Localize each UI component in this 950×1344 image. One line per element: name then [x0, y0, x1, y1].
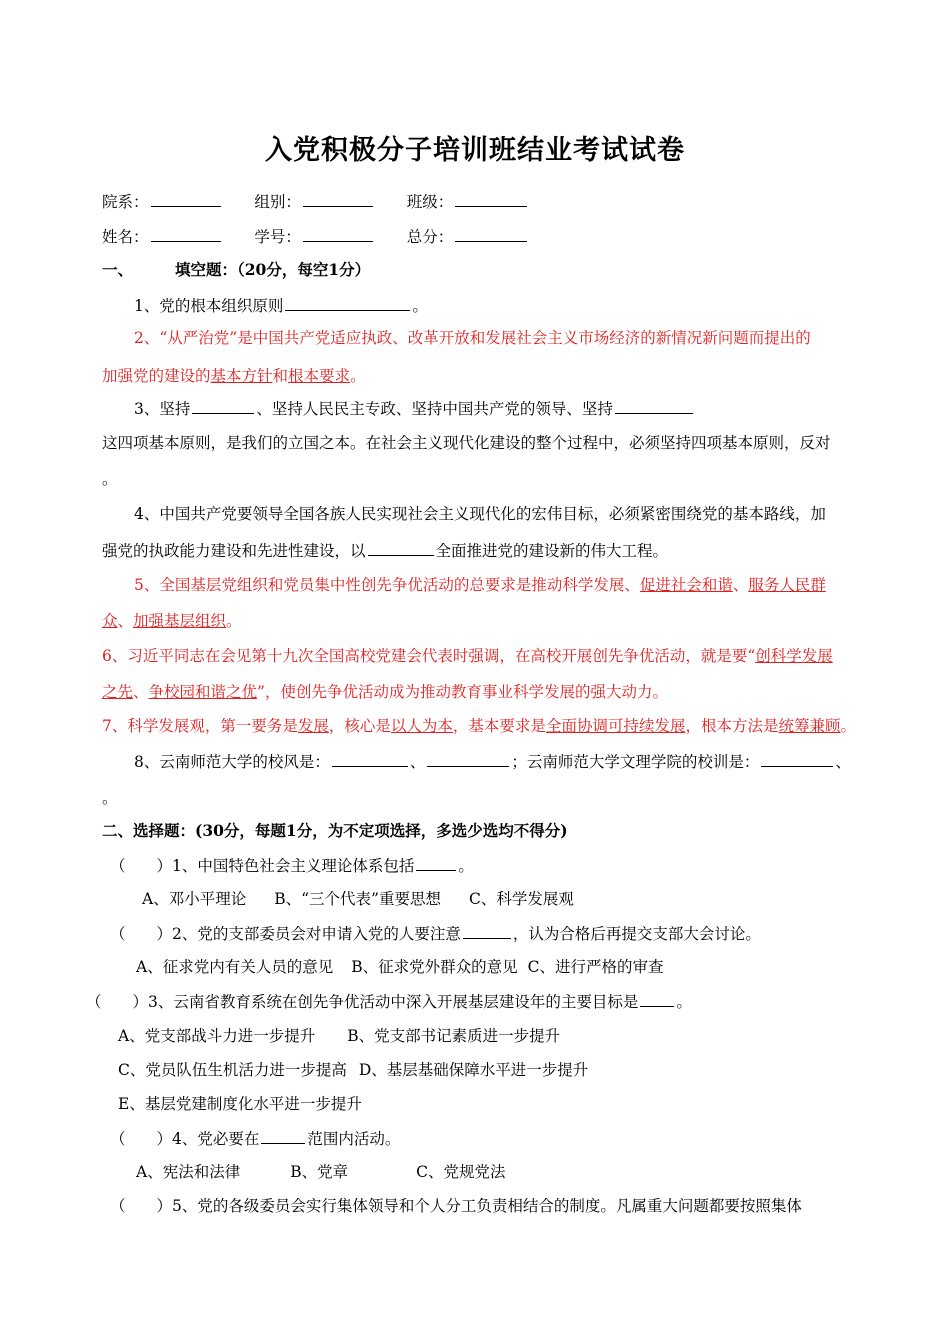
info-row-2	[102, 225, 529, 248]
q6-sep: 、	[133, 683, 149, 701]
q6-answer-1a: 创科学发展	[755, 647, 833, 665]
fill-question-8-line1	[134, 750, 851, 773]
fill-question-6-line2	[102, 681, 668, 703]
q1-answer-paren[interactable]: （ ）	[110, 857, 173, 875]
choice-q1-option-c: C、科学发展观	[468, 890, 574, 908]
fill-question-7	[102, 715, 856, 737]
q6-suffix: ”，使创先争优活动成为推动教育事业科学发展的强大动力。	[257, 683, 668, 701]
q7-text-b: ，核心是	[328, 717, 391, 735]
choice-q2-end: ，认为合格后再提交支部大会讨论。	[512, 925, 761, 943]
fill-question-4-line2	[102, 539, 668, 562]
q4-blank[interactable]	[368, 539, 434, 556]
fill-question-5-line2	[102, 610, 242, 632]
q1-end: 。	[412, 297, 428, 315]
choice-q2-options	[136, 956, 663, 978]
q8-blank-2[interactable]	[427, 750, 509, 767]
choice-q1-option-b: B、“三个代表”重要思想	[274, 890, 441, 908]
info-label-name: 姓名：	[102, 228, 149, 246]
choice-q4-option-b: B、党章	[290, 1163, 349, 1181]
q7-text-a: 7、科学发展观，第一要务是	[102, 717, 298, 735]
q3-text-a: 3、坚持	[134, 400, 191, 418]
choice-q3-option-b: B、党支部书记素质进一步提升	[347, 1027, 561, 1045]
info-label-group: 组别：	[254, 193, 301, 211]
section1-number: 一、	[102, 260, 134, 279]
q2-answer-1: 基本方针	[210, 367, 273, 385]
q6-answer-2: 争校园和谐之优	[148, 683, 258, 701]
info-label-class: 班级：	[406, 193, 454, 211]
q8-blank-1[interactable]	[332, 750, 408, 767]
fill-question-3-line2: 这四项基本原则，是我们的立国之本。在社会主义现代化建设的整个过程中，必须坚持四项基本原则，反对	[102, 434, 831, 452]
q2-answer-paren[interactable]: （ ）	[110, 925, 173, 943]
q6-answer-1b: 之先	[102, 683, 134, 701]
q4-prefix: 强党的执政能力建设和先进性建设，以	[102, 542, 366, 560]
choice-q1-option-a: A、邓小平理论	[142, 890, 247, 908]
q5-prefix: 5、全国基层党组织和党员集中性创先争优活动的总要求是推动科学发展、	[134, 576, 640, 594]
info-label-department: 院系：	[102, 193, 149, 211]
choice-q4-options	[136, 1161, 505, 1183]
choice-q2-option-c: C、进行严格的审查	[527, 958, 664, 976]
info-label-student-id: 学号：	[254, 228, 301, 246]
q5-answer-2a: 服务人民群	[748, 576, 826, 594]
choice-q2-option-a: A、征求党内有关人员的意见	[136, 958, 334, 976]
q3-blank-2[interactable]	[615, 397, 693, 414]
q3-answer-paren[interactable]: （ ）	[86, 993, 149, 1011]
q7-end: 。	[840, 717, 856, 735]
choice-question-3	[86, 990, 692, 1013]
q3-blank-1[interactable]	[192, 397, 254, 414]
q1-blank[interactable]	[285, 294, 410, 311]
fill-question-5-line1	[134, 574, 826, 596]
q7-text-c: ，基本要求是	[452, 717, 546, 735]
choice-question-5	[110, 1195, 802, 1217]
choice-q2-blank	[463, 922, 511, 939]
group-field[interactable]	[303, 190, 373, 207]
q2-answer-2: 根本要求	[288, 367, 351, 385]
q8-blank-3[interactable]	[761, 750, 833, 767]
student-id-field[interactable]	[303, 225, 373, 242]
q5-answer-paren[interactable]: （ ）	[110, 1197, 173, 1215]
choice-q5-text: 5、党的各级委员会实行集体领导和个人分工负责相结合的制度。凡属重大问题都要按照集体	[172, 1197, 802, 1215]
choice-q1-end: 。	[458, 857, 474, 875]
q2-mid: 和	[272, 367, 289, 385]
fill-question-3-line1	[134, 397, 695, 420]
q7-answer-2: 以人为本	[390, 717, 453, 735]
q1-text: 1、党的根本组织原则	[134, 297, 284, 315]
class-field[interactable]	[455, 190, 527, 207]
q8-text-d: 、	[835, 753, 851, 771]
choice-q3-text: 3、云南省教育系统在创先争优活动中深入开展基层建设年的主要目标是	[148, 993, 639, 1011]
choice-q3-options-row1	[118, 1025, 560, 1047]
fill-question-3-line3: 。	[102, 470, 118, 488]
q5-answer-1: 促进社会和谐	[639, 576, 733, 594]
choice-q3-end: 。	[676, 993, 692, 1011]
choice-q1-blank	[416, 854, 456, 871]
total-score-field[interactable]	[455, 225, 527, 242]
q4-suffix: 全面推进党的建设新的伟大工程。	[435, 542, 669, 560]
q5-sep-1: 、	[732, 576, 749, 594]
choice-question-1	[110, 854, 474, 877]
q8-text-c: ；云南师范大学文理学院的校训是：	[511, 753, 760, 771]
q3-text-b: 、坚持人民民主专政、坚持中国共产党的领导、坚持	[256, 400, 613, 418]
q4-answer-paren[interactable]: （ ）	[110, 1130, 173, 1148]
section2-heading: 二、选择题：(30分，每题1分，为不定项选择，多选少选均不得分)	[102, 821, 568, 840]
q5-answer-2b: 众	[102, 612, 118, 630]
choice-q3-options-row2	[118, 1059, 588, 1081]
choice-q4-blank	[261, 1127, 305, 1144]
fill-question-2-line2	[102, 365, 366, 387]
choice-q4-text: 4、党必要在	[172, 1130, 260, 1148]
q8-text-a: 8、云南师范大学的校风是：	[134, 753, 330, 771]
fill-question-1	[134, 294, 428, 317]
choice-q4-end: 范围内活动。	[307, 1130, 401, 1148]
choice-q4-option-a: A、宪法和法律	[136, 1163, 241, 1181]
q7-answer-4: 统筹兼顾	[778, 717, 841, 735]
q7-answer-1: 发展	[297, 717, 329, 735]
choice-question-4	[110, 1127, 400, 1150]
choice-q3-option-a: A、党支部战斗力进一步提升	[118, 1027, 316, 1045]
q2-end: 。	[350, 367, 366, 385]
q6-prefix: 6、习近平同志在会见第十九次全国高校党建会代表时强调，在高校开展创先争优活动，就是要“	[102, 647, 756, 665]
q7-text-d: ，根本方法是	[685, 717, 779, 735]
choice-q3-option-c: C、党员队伍生机活力进一步提高	[118, 1061, 347, 1079]
q5-sep-2: 、	[117, 612, 134, 630]
page-title: 入党积极分子培训班结业考试试卷	[265, 135, 685, 166]
department-field[interactable]	[151, 190, 221, 207]
choice-q1-options	[142, 888, 574, 910]
info-label-total-score: 总分：	[406, 228, 454, 246]
fill-question-4-line1: 4、中国共产党要领导全国各族人民实现社会主义现代化的宏伟目标，必须紧密围绕党的基本路线，加	[134, 505, 826, 523]
choice-q1-text: 1、中国特色社会主义理论体系包括	[172, 857, 415, 875]
fill-question-8-line2: 。	[102, 789, 118, 807]
fill-question-2-line1: 2、“从严治党”是中国共产党适应执政、改革开放和发展社会主义市场经济的新情况新问题而提出的	[134, 329, 811, 347]
info-row-1	[102, 190, 529, 213]
section1-heading	[102, 259, 370, 281]
section1-title: 填空题：（20分，每空1分）	[175, 260, 371, 279]
q8-text-b: 、	[409, 753, 426, 771]
choice-q3-blank	[640, 990, 674, 1007]
fill-question-6-line1	[102, 645, 833, 667]
q5-end: 。	[226, 612, 242, 630]
choice-q2-option-b: B、征求党外群众的意见	[351, 958, 518, 976]
choice-q3-option-d: D、基层基础保障水平进一步提升	[358, 1061, 589, 1079]
q2-prefix: 加强党的建设的	[102, 367, 211, 385]
choice-q4-option-c: C、党规党法	[416, 1163, 506, 1181]
choice-question-2	[110, 922, 761, 945]
q5-answer-3: 加强基层组织	[133, 612, 227, 630]
name-field[interactable]	[151, 225, 221, 242]
q7-answer-3: 全面协调可持续发展	[545, 717, 686, 735]
choice-q3-option-e: E、基层党建制度化水平进一步提升	[118, 1095, 362, 1113]
choice-q2-text: 2、党的支部委员会对申请入党的人要注意	[172, 925, 461, 943]
